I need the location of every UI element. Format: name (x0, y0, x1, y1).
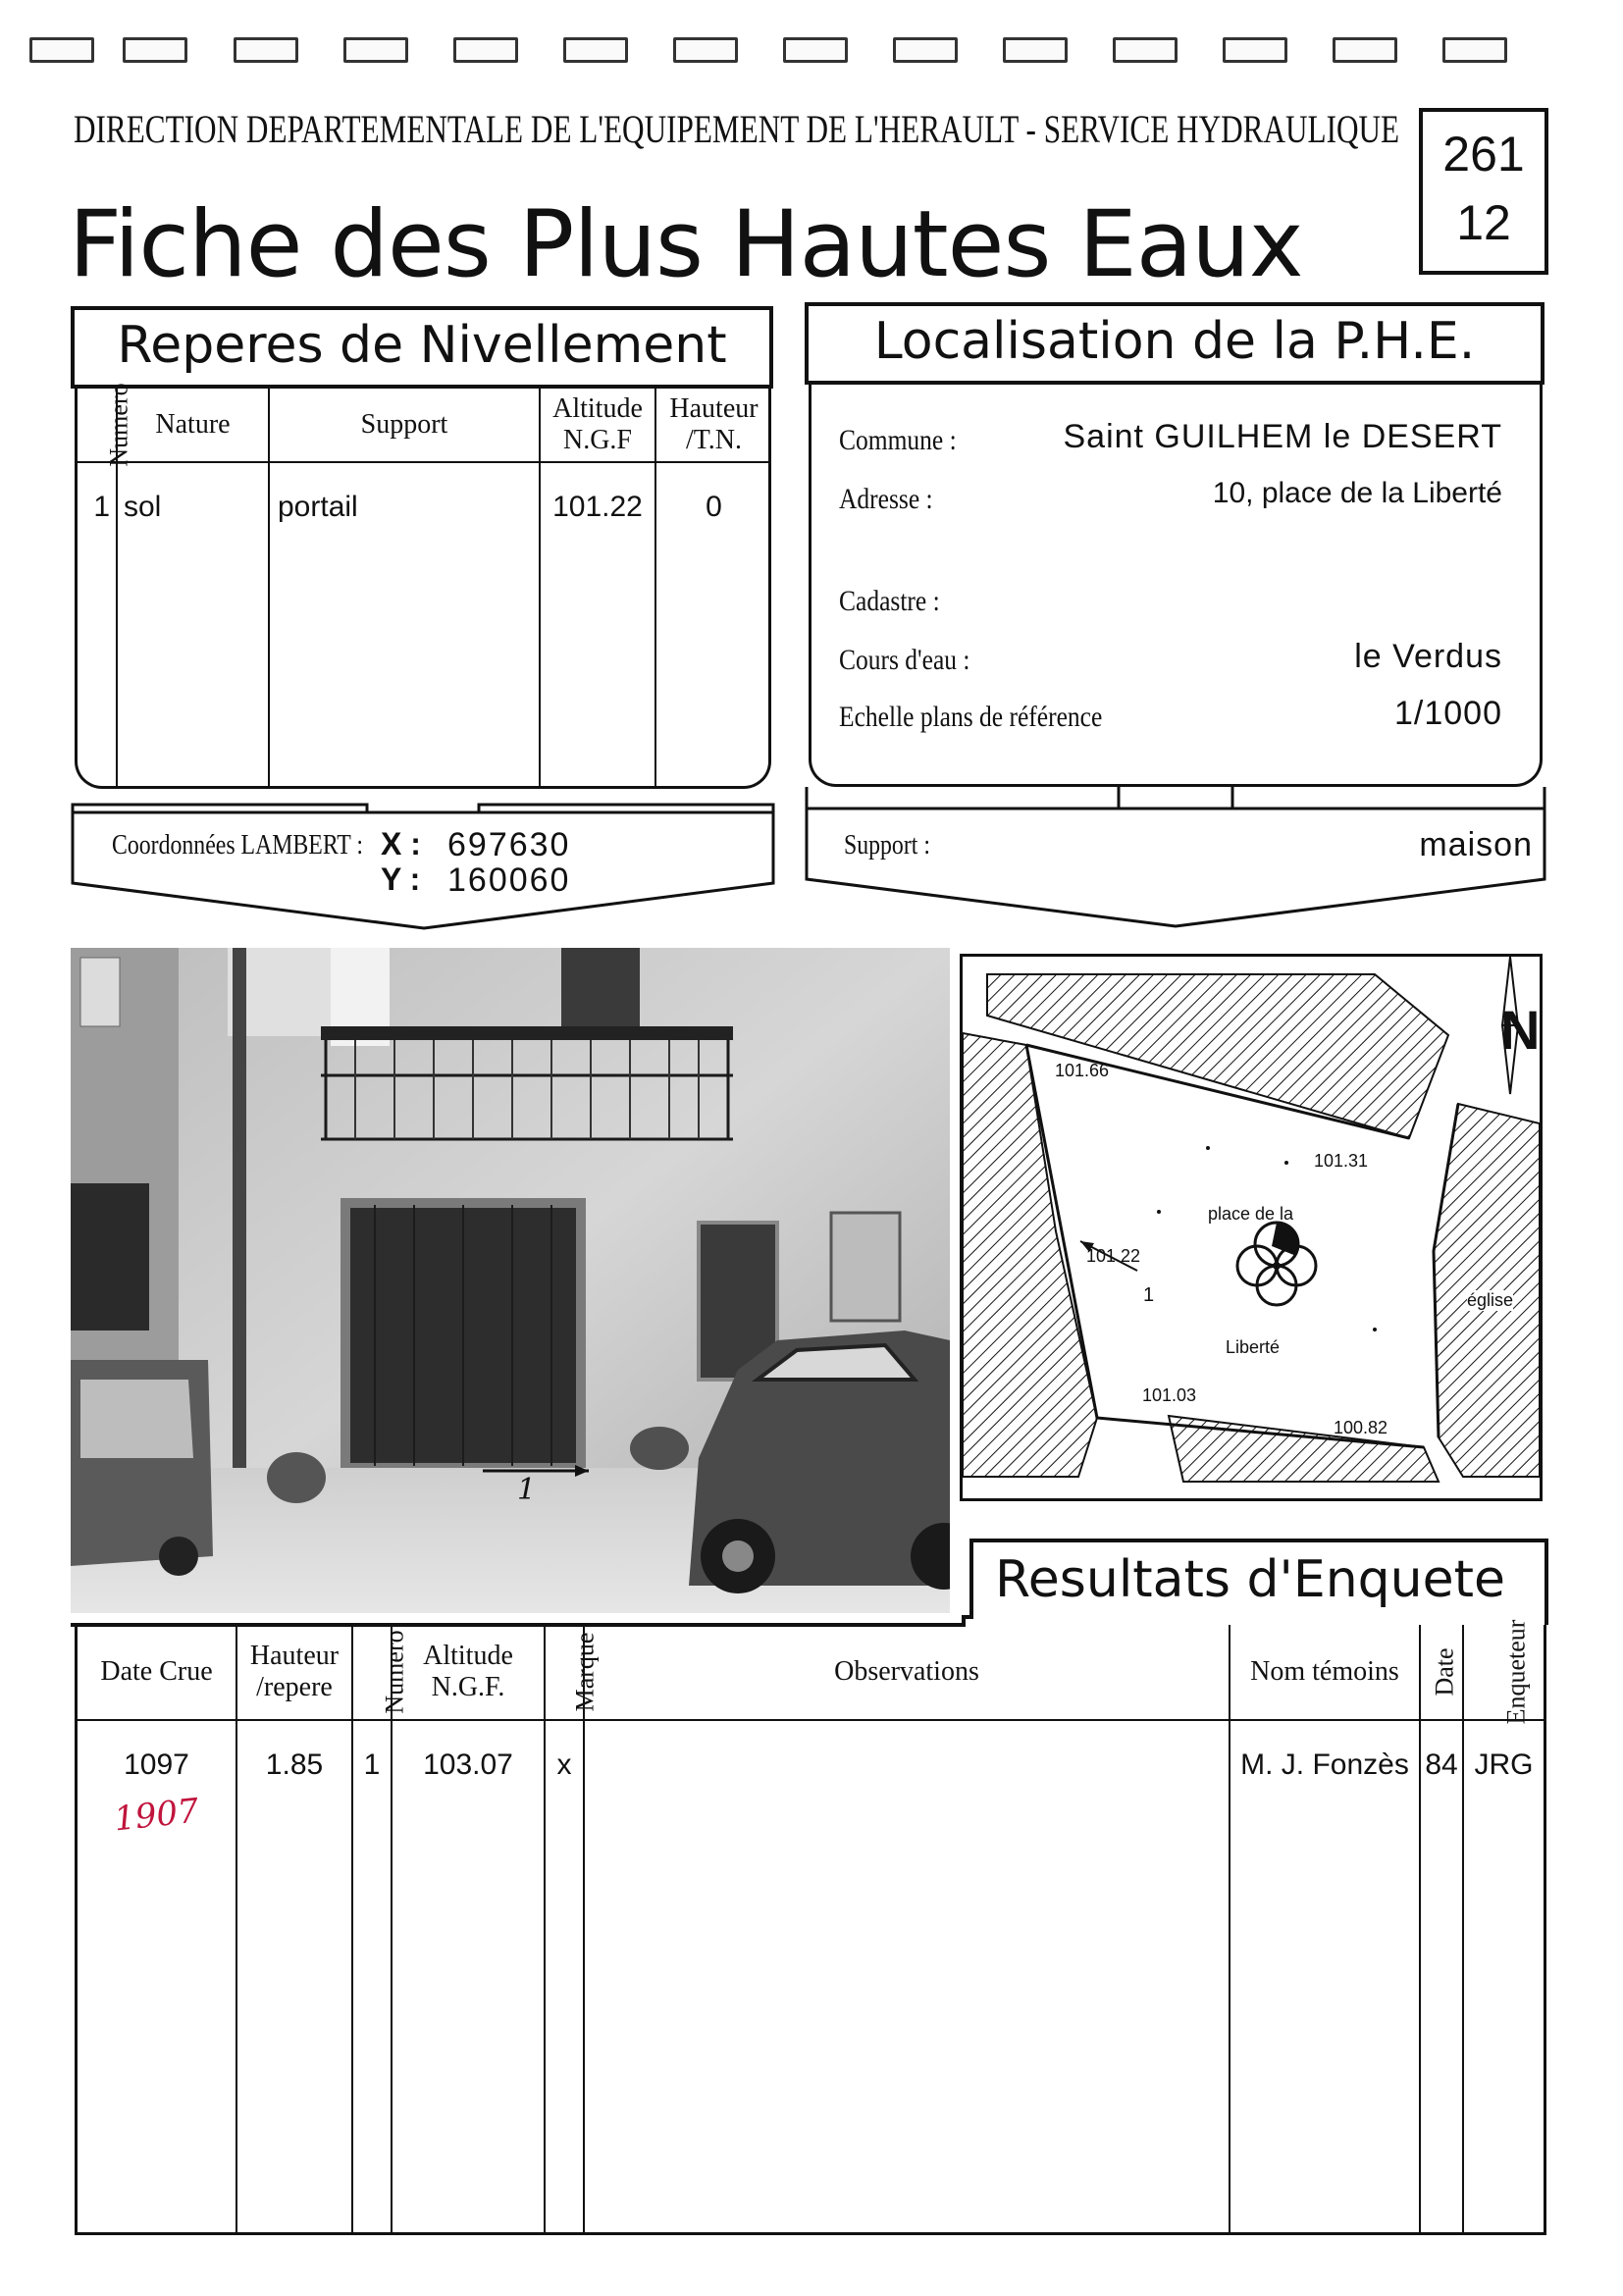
photo-drawing (71, 948, 950, 1613)
cell-nom-temoins: M. J. Fonzès (1230, 1720, 1420, 2232)
eglise-label: église (1467, 1290, 1514, 1310)
lambert-y-value: 160060 (447, 861, 571, 899)
cadastre-label: Cadastre : (839, 585, 940, 617)
organisation-header: DIRECTION DEPARTEMENTALE DE L'EQUIPEMENT DE L'HERAULT - SERVICE HYDRAULIQUE (74, 107, 1400, 151)
binding-hole (453, 37, 518, 63)
col-altitude: Altitude N.G.F (540, 389, 655, 462)
cell-enqueteur: JRG (1474, 1748, 1534, 1781)
lambert-banner-shape (71, 803, 775, 932)
cell-date: 84 (1420, 1720, 1463, 2232)
fountain-symbol (1237, 1223, 1316, 1305)
cell-numero: 1 (78, 462, 117, 786)
cell-date-crue (78, 1720, 236, 2232)
table-row (78, 462, 771, 786)
col-nature: Nature (117, 389, 269, 462)
col-date-label: Date (1430, 1647, 1459, 1696)
lambert-label: Coordonnées LAMBERT : (112, 830, 363, 861)
col-numero-label: Numero (380, 1630, 409, 1714)
cell-marque: x (545, 1720, 584, 2232)
table-row (78, 1720, 1544, 2232)
col-date (1420, 1625, 1463, 1720)
support-label: Support : (844, 830, 930, 861)
binding-hole (123, 37, 187, 63)
cell-observations (584, 1720, 1230, 2232)
cell-hauteur: 0 (706, 491, 722, 523)
reperes-table (78, 383, 771, 786)
level-101-22: 101.22 (1086, 1246, 1141, 1266)
col-numero (352, 1625, 409, 1720)
resultats-title: Resultats d'Enquete (995, 1550, 1505, 1609)
echelle-row (839, 695, 1502, 734)
binding-hole (673, 37, 738, 63)
spiral-binding (0, 0, 1623, 78)
north-label: N (1500, 999, 1541, 1061)
page-title: Fiche des Plus Hautes Eaux (69, 191, 1303, 298)
support-value: maison (1419, 826, 1533, 863)
col-hauteur: Hauteur /T.N. (655, 389, 771, 462)
cours-eau-label: Cours d'eau : (839, 644, 970, 676)
map-point-1: 1 (1143, 1284, 1155, 1306)
place-label-line1: place de la (1208, 1204, 1294, 1224)
photo-mark: 1 (517, 1473, 537, 1507)
level-100-82: 100.82 (1334, 1418, 1388, 1437)
cadastre-row (839, 585, 1502, 618)
cours-eau-value: le Verdus (1354, 638, 1502, 675)
cours-eau-row (839, 638, 1502, 677)
place-label-line2: Liberté (1226, 1337, 1281, 1357)
binding-hole (234, 37, 298, 63)
commune-value: Saint GUILHEM le DESERT (1063, 418, 1502, 455)
level-101-03: 101.03 (1142, 1385, 1197, 1405)
reperes-title: Reperes de Nivellement (71, 306, 773, 389)
level-101-66: 101.66 (1055, 1061, 1110, 1080)
col-marque-label: Marque (570, 1632, 600, 1712)
col-hauteur-repere: Hauteur /repere (236, 1625, 352, 1720)
commune-label: Commune : (839, 424, 957, 456)
building-photo (71, 948, 950, 1613)
adresse-value: 10, place de la Liberté (1212, 477, 1502, 509)
lambert-x-value: 697630 (447, 826, 571, 863)
col-nom-temoins: Nom témoins (1230, 1625, 1420, 1720)
echelle-label: Echelle plans de référence (839, 701, 1103, 733)
binding-hole (783, 37, 848, 63)
cell-numero: 1 (352, 1720, 392, 2232)
col-numero-label: Numero (104, 383, 133, 467)
col-date-crue: Date Crue (78, 1625, 236, 1720)
lambert-x-label: X : (381, 826, 421, 861)
binding-hole (1333, 37, 1397, 63)
binding-hole (1113, 37, 1178, 63)
col-marque (545, 1625, 600, 1720)
echelle-value: 1/1000 (1394, 695, 1502, 732)
commune-row (839, 418, 1502, 457)
binding-hole (1223, 37, 1287, 63)
cell-altitude: 101.22 (540, 462, 655, 786)
cell-altitude: 103.07 (392, 1720, 545, 2232)
cell-support: portail (269, 462, 540, 786)
adresse-label: Adresse : (839, 483, 933, 515)
binding-hole (1442, 37, 1507, 63)
map-drawing (963, 957, 1540, 1498)
localisation-panel (809, 385, 1543, 787)
reference-bottom: 12 (1456, 195, 1511, 250)
col-enqueteur-label: Enqueteur (1501, 1619, 1531, 1725)
resultats-table (78, 1619, 1544, 2232)
level-101-31: 101.31 (1314, 1151, 1369, 1171)
binding-hole (343, 37, 408, 63)
adresse-row (839, 477, 1502, 516)
binding-hole (29, 37, 94, 63)
resultats-panel (75, 1619, 1546, 2235)
location-map (960, 954, 1543, 1501)
reperes-table-panel (75, 383, 771, 789)
binding-hole (1003, 37, 1068, 63)
binding-hole (563, 37, 628, 63)
date-crue-value: 1097 (124, 1748, 189, 1781)
date-crue-handwritten-correction: 1907 (112, 1791, 201, 1840)
col-altitude: Altitude N.G.F. (392, 1625, 545, 1720)
reference-top: 261 (1442, 127, 1525, 182)
col-enqueteur (1463, 1619, 1544, 1725)
cell-nature: sol (117, 462, 269, 786)
col-support: Support (269, 389, 540, 462)
col-observations: Observations (584, 1625, 1230, 1720)
cell-hauteur-repere: 1.85 (236, 1720, 352, 2232)
reference-box (1419, 108, 1548, 275)
localisation-title: Localisation de la P.H.E. (805, 302, 1544, 385)
col-numero (78, 383, 133, 467)
binding-hole (893, 37, 958, 63)
lambert-y-label: Y : (381, 861, 421, 897)
